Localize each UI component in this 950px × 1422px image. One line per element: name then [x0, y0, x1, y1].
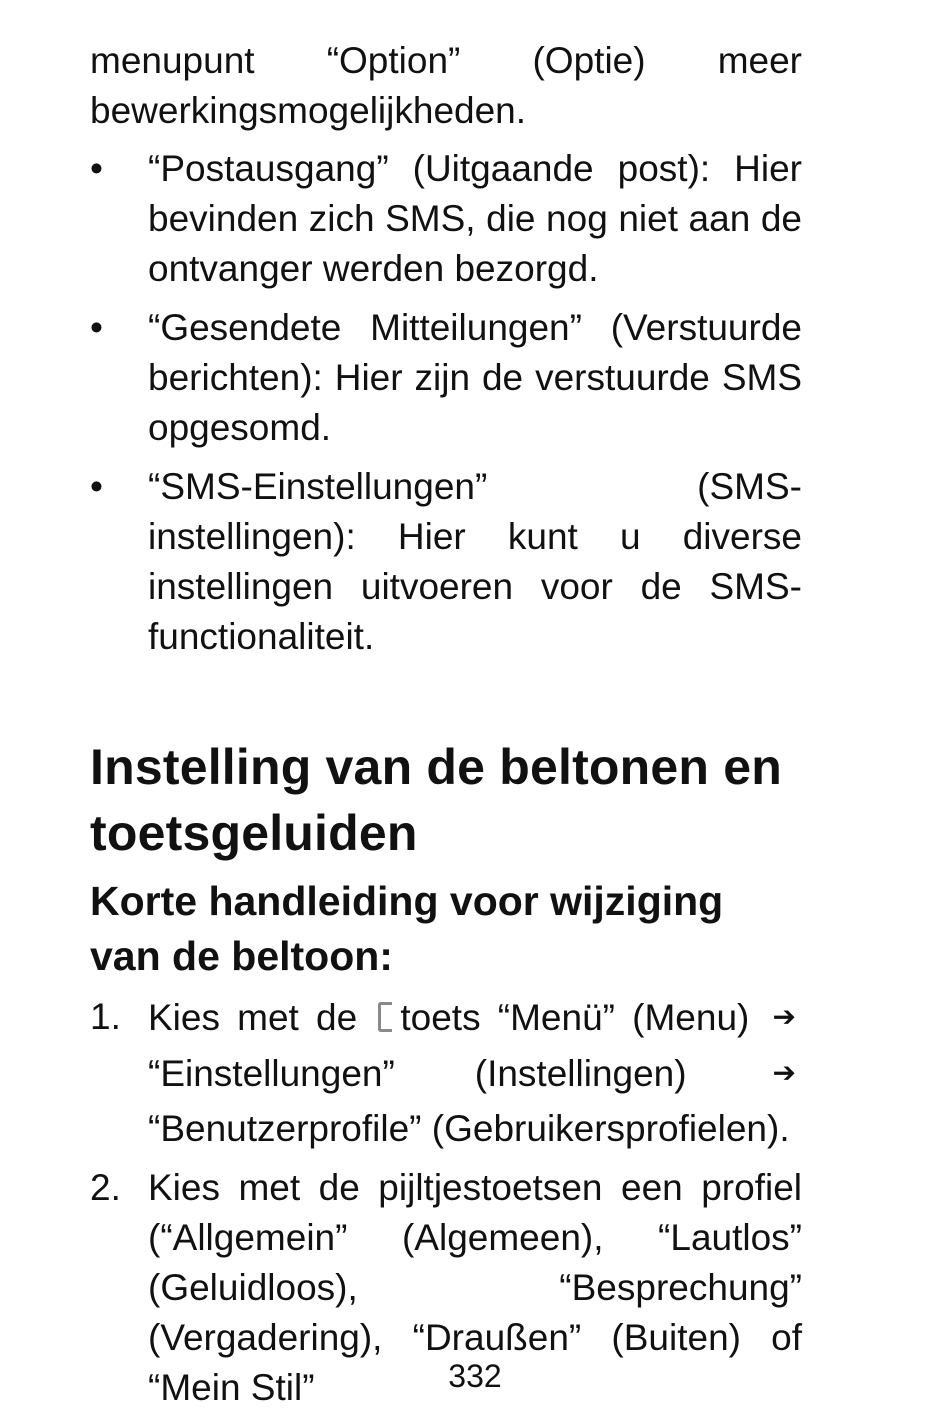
list-item — [90, 462, 802, 662]
section-title: Instelling van de beltonen en toetsgeluiden — [90, 739, 783, 861]
step-text-part: toets “Menü” (Menu) — [400, 996, 750, 1038]
left-softkey-icon — [378, 1002, 392, 1032]
intro-paragraph: menupunt “Option” (Optie) meer bewerkingsmogelijkheden. — [90, 40, 802, 131]
page-number: 332 — [448, 1358, 502, 1394]
instruction-steps — [90, 992, 802, 1413]
step-text: Kies met de pijltjestoetsen een profiel (“Allgemein” (Algemeen), “Lautlos” (Geluidloos), “Besprechung” (Vergadering), “Draußen” (Buiten) of “Mein Stil” — [148, 1167, 802, 1408]
bullet-marker: • — [90, 466, 103, 507]
document-page — [90, 36, 802, 1422]
list-item — [90, 303, 802, 453]
bullet-marker: • — [90, 307, 103, 348]
list-item-text: “Postausgang” (Uitgaande post): Hier bevinden zich SMS, die nog niet aan de ontvanger werden bezorgd. — [148, 148, 802, 289]
step-text-part: “Benutzerprofile” (Gebruikersprofielen). — [148, 1108, 790, 1149]
list-item-text: “SMS-Einstellungen” (SMS-instellingen): Hier kunt u diverse instellingen uitvoeren voor de SMS-functionaliteit. — [148, 466, 802, 657]
list-item-text: “Gesendete Mitteilungen” (Verstuurde berichten): Hier zijn de verstuurde SMS opgesomd. — [148, 307, 802, 448]
step-number: 2. — [90, 1167, 121, 1208]
arrow-right-icon: ➔ — [772, 1057, 796, 1088]
step-number: 1. — [90, 996, 121, 1037]
step-item — [90, 992, 802, 1154]
bullet-marker: • — [90, 148, 103, 189]
list-item — [90, 144, 802, 294]
message-folders-list — [90, 144, 802, 662]
section-subtitle: Korte handleiding voor wijziging van de beltoon: — [90, 878, 724, 979]
step-text-part: “Einstellungen” (Instellingen) — [148, 1052, 687, 1094]
step-text-part: Kies met de — [148, 996, 358, 1038]
arrow-right-icon: ➔ — [772, 1001, 797, 1032]
